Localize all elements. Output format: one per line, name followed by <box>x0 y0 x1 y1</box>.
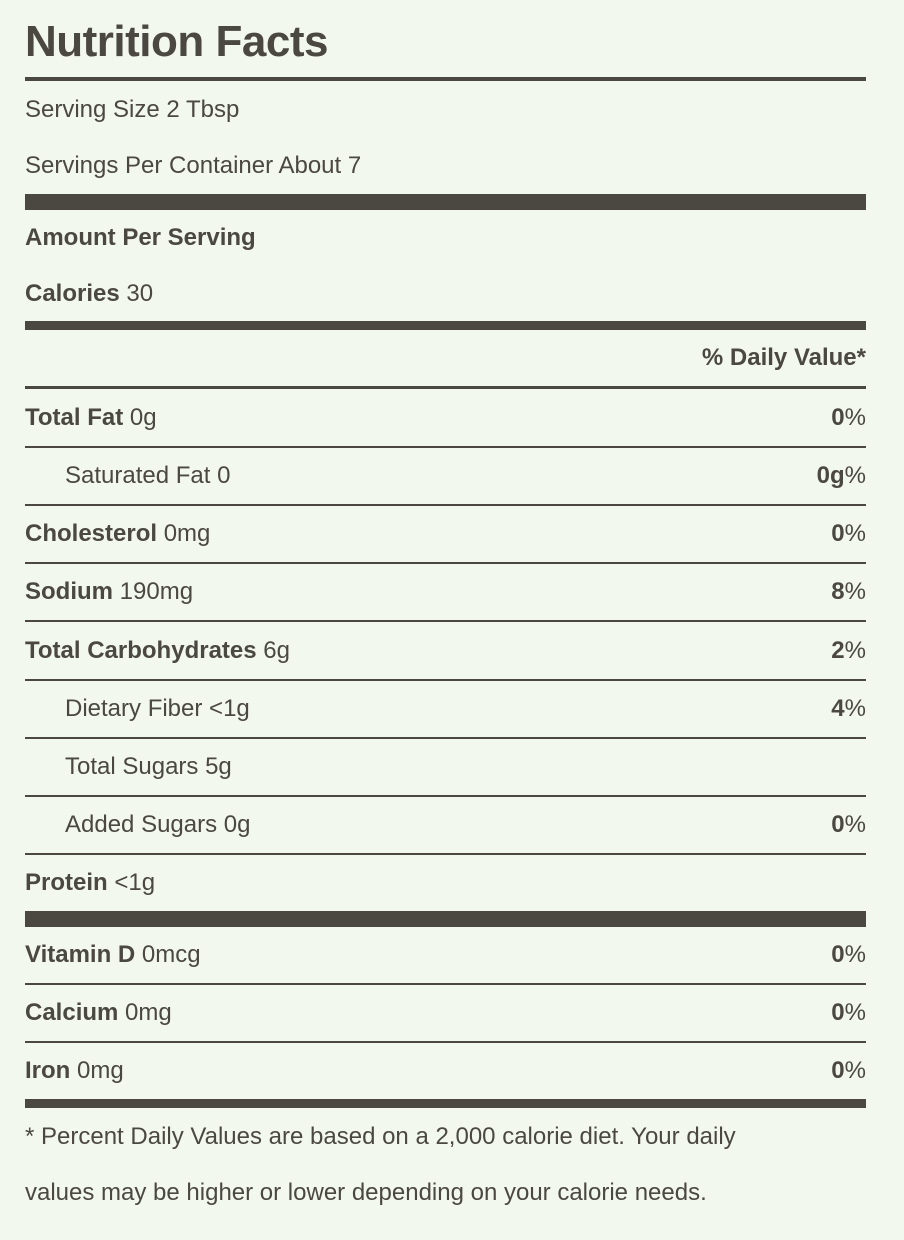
nutrient-row-protein <box>25 868 866 898</box>
nutrient-amount: 190mg <box>119 578 194 605</box>
nutrient-row-total-carbohydrates <box>25 636 866 666</box>
nutrient-name: Total Fat <box>25 404 124 431</box>
calories-label: Calories <box>25 280 120 307</box>
daily-value-number: 0 <box>831 811 845 838</box>
row-divider <box>25 1041 866 1043</box>
nutrient-amount: 6g <box>263 637 290 664</box>
footnote-line-2: values may be higher or lower depending on your calorie needs. <box>25 1179 707 1206</box>
daily-value-number: 2 <box>831 637 845 664</box>
footnote-line-1: * Percent Daily Values are based on a 2,000 calorie diet. Your daily <box>25 1123 736 1150</box>
thick-divider <box>25 194 866 210</box>
daily-value-number: 4 <box>831 695 845 722</box>
serving-size-label: Serving Size <box>25 96 160 123</box>
daily-value-percent: % <box>844 404 866 431</box>
daily-value-percent: % <box>844 520 866 547</box>
vitamin-amount: 0mg <box>77 1057 124 1084</box>
nutrient-name: Protein <box>25 869 108 896</box>
daily-value-header: % Daily Value* <box>701 344 866 371</box>
daily-value-number: 0 <box>831 941 845 968</box>
vitamin-name: Iron <box>25 1057 71 1084</box>
vitamin-name: Vitamin D <box>25 941 136 968</box>
medium-divider <box>25 1099 866 1108</box>
servings-per-container-label: Servings Per Container <box>25 152 274 179</box>
thick-divider <box>25 911 866 927</box>
daily-value-percent: % <box>844 637 866 664</box>
nutrient-row-added-sugars <box>25 810 866 840</box>
servings-per-container <box>25 151 866 181</box>
row-divider <box>25 504 866 506</box>
daily-value-number: 0 <box>831 404 845 431</box>
row-divider <box>25 620 866 622</box>
daily-value-number: 0g <box>816 462 845 489</box>
panel-title: Nutrition Facts <box>25 17 328 66</box>
nutrient-row-saturated-fat <box>25 461 866 491</box>
row-divider <box>25 983 866 985</box>
nutrient-name: Total Carbohydrates <box>25 637 257 664</box>
calories-value: 30 <box>126 280 154 307</box>
amount-per-serving <box>25 223 866 253</box>
row-divider <box>25 737 866 739</box>
servings-per-container-value: About 7 <box>278 152 362 179</box>
row-divider <box>25 795 866 797</box>
serving-size <box>25 95 866 125</box>
nutrient-name: Total Sugars <box>65 753 199 780</box>
nutrient-amount: 0mg <box>163 520 211 547</box>
row-divider <box>25 562 866 564</box>
title-divider <box>25 77 866 81</box>
nutrient-amount: 0g <box>223 811 251 838</box>
daily-value-percent: % <box>844 811 866 838</box>
daily-value-percent: % <box>844 999 866 1026</box>
nutrient-row-dietary-fiber <box>25 694 866 724</box>
daily-value-number: 0 <box>831 1057 845 1084</box>
vitamin-name: Calcium <box>25 999 119 1026</box>
calories-row <box>25 279 866 309</box>
nutrient-row-total-sugars <box>25 752 866 782</box>
daily-value-number: 0 <box>831 999 845 1026</box>
nutrient-amount: <1g <box>114 869 156 896</box>
nutrient-name: Saturated Fat <box>65 462 211 489</box>
daily-value-percent: % <box>844 695 866 722</box>
amount-per-serving-label: Amount Per Serving <box>25 224 256 251</box>
row-divider <box>25 679 866 681</box>
vitamin-row-iron <box>25 1056 866 1086</box>
vitamin-row-calcium <box>25 998 866 1028</box>
nutrient-name: Cholesterol <box>25 520 158 547</box>
daily-value-number: 8 <box>831 578 845 605</box>
daily-value-percent: % <box>844 1057 866 1084</box>
nutrient-name: Sodium <box>25 578 113 605</box>
daily-value-percent: % <box>844 578 866 605</box>
daily-value-percent: % <box>844 462 866 489</box>
daily-value-number: 0 <box>831 520 845 547</box>
nutrient-amount: 0g <box>129 404 157 431</box>
daily-value-percent: % <box>844 941 866 968</box>
nutrient-row-sodium <box>25 577 866 607</box>
nutrient-name: Dietary Fiber <box>65 695 203 722</box>
serving-size-value: 2 Tbsp <box>166 96 240 123</box>
row-divider <box>25 446 866 448</box>
vitamin-row-vitamin-d <box>25 940 866 970</box>
medium-divider <box>25 321 866 330</box>
nutrient-amount: 0 <box>217 462 231 489</box>
row-divider <box>25 853 866 855</box>
nutrient-row-cholesterol <box>25 519 866 549</box>
header-divider <box>25 386 866 389</box>
nutrient-row-total-fat <box>25 403 866 433</box>
nutrient-amount: 5g <box>205 753 232 780</box>
nutrient-name: Added Sugars <box>65 811 218 838</box>
vitamin-amount: 0mcg <box>141 941 201 968</box>
nutrient-amount: <1g <box>209 695 250 722</box>
vitamin-amount: 0mg <box>125 999 172 1026</box>
